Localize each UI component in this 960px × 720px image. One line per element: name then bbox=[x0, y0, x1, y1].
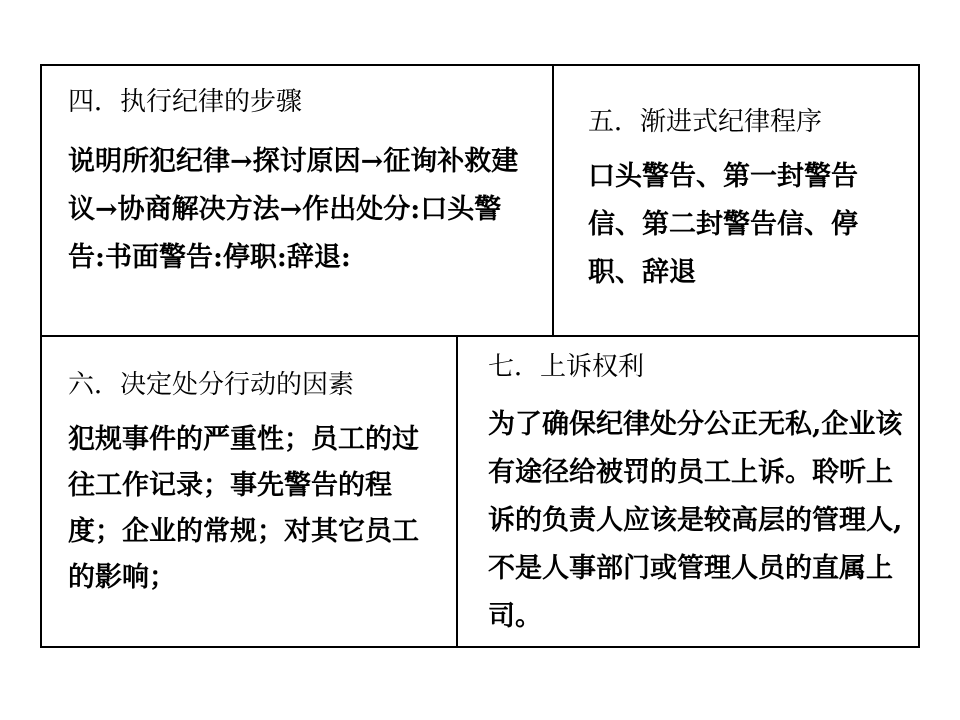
section-title: 七．上诉权利 bbox=[488, 352, 645, 382]
section-body: 说明所犯纪律→探讨原因→征询补救建议→协商解决方法→作出处分:口头警告:书面警告:停职:辞退: bbox=[68, 146, 519, 273]
section-penalty-factors bbox=[42, 337, 458, 646]
section-progressive-discipline bbox=[554, 66, 918, 337]
section-body: 犯规事件的严重性；员工的过往工作记录；事先警告的程度；企业的常规；对其它员工的影响； bbox=[68, 424, 419, 593]
section-title: 六．决定处分行动的因素 bbox=[68, 370, 355, 400]
section-discipline-steps bbox=[42, 66, 554, 337]
content-table bbox=[40, 64, 920, 648]
section-body: 为了确保纪律处分公正无私,企业该有途径给被罚的员工上诉。聆听上诉的负责人应该是较高层的管理人,不是人事部门或管理人员的直属上司。 bbox=[488, 409, 903, 632]
section-appeal-rights bbox=[458, 337, 918, 646]
section-body: 口头警告、第一封警告信、第二封警告信、停职、辞退 bbox=[588, 161, 858, 288]
section-title: 四．执行纪律的步骤 bbox=[68, 87, 303, 117]
section-title: 五．渐进式纪律程序 bbox=[588, 107, 823, 137]
